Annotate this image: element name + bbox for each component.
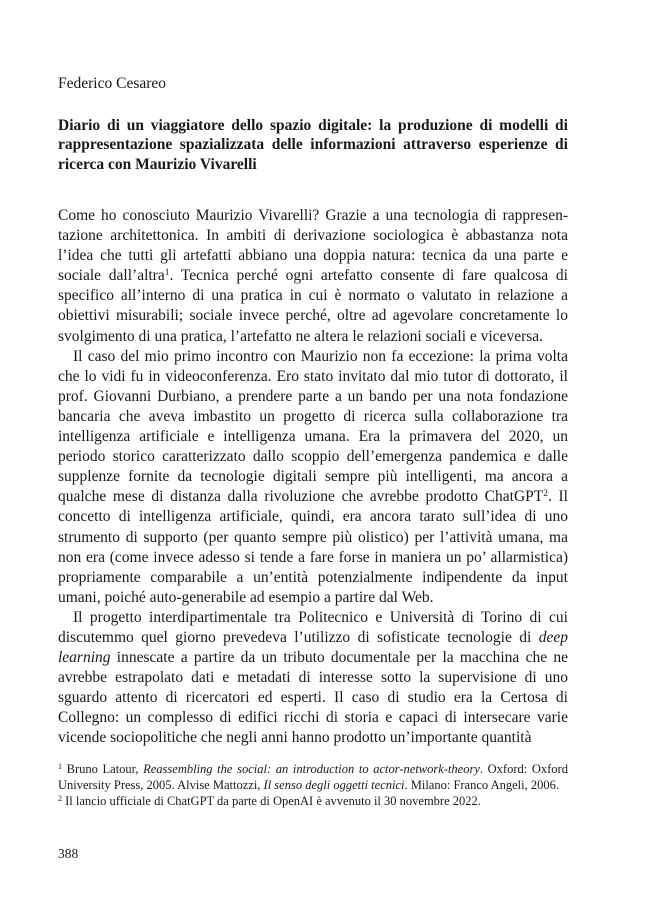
paragraph-1 — [58, 206, 568, 347]
body-text — [58, 206, 568, 749]
footnote-text: Il lancio ufficiale di ChatGPT da parte di OpenAI è avvenuto il 30 novembre 2022. — [62, 794, 481, 808]
footnote-reference-1: 1 — [164, 268, 170, 279]
paragraph-3 — [58, 608, 568, 749]
paragraph-text: Come ho conosciuto Maurizio Vivarelli? Grazie a una tecnologia di rappresentazione architettonica. In ambiti di derivazione sociologica è abbastanza nota l’idea che tutti gli artefatti abbiano una doppia natura: tecnica da una parte e sociale dall’altra — [58, 207, 568, 285]
italic-term: deep learning — [58, 628, 568, 667]
book-title: Reassembling the social: an introduction to actor-network-theory — [143, 762, 480, 776]
paragraph-text: Il caso del mio primo incontro con Maurizio non fa eccezione: la prima volta che lo vidi fu in videoconferenza. Ero stato invitato dal mio tutor di dottorato, il prof. Giovanni Durbiano, a prendere parte a un bando per una nota fondazione bancaria che aveva imbastito un progetto di ricerca sulla collaborazione tra intelligenza artificiale e intelligenza umana. Era la primavera del 2020, un periodo storico caratterizzato dallo scoppio dell’emergenza pandemica e dalle supplenze fornite da tecnologie digitali sempre più intelligenti, ma ancora a qualche mese di distanza dalla rivoluzione che avrebbe prodotto ChatGPT — [58, 347, 568, 506]
chapter-title: Diario di un viaggiatore dello spazio digitale: la produzione di modelli di rappresentazione spazializzata delle informazioni attraverso esperienze di ricerca con Maurizio Vivarelli — [58, 117, 568, 173]
paragraph-2 — [58, 347, 568, 608]
footnote-text: . Milano: Franco Angeli, 2006. — [404, 778, 559, 792]
paragraph-text: Il progetto interdipartimentale tra Politecnico e Università di Torino di cui discutemmo quel giorno prevedeva l’utilizzo di sofisticate tecnologie di — [58, 608, 568, 646]
footnote-reference-2: 2 — [543, 489, 548, 500]
author-name: Federico Cesareo — [58, 75, 167, 92]
page-number: 388 — [58, 846, 79, 861]
footnote-marker: 2 — [58, 794, 62, 803]
paragraph-text: . Tecnica perché ogni artefatto consente di fare qualcosa di specifico all’interno di una pratica in cui è normato o valutato in relazione a obiettivi misurabili; sociale invece perché, oltre ad agevolare concretamente lo svolgimento di una pratica, l’artefatto ne altera le relazioni sociali e viceversa. — [58, 267, 568, 345]
footnote-marker: 1 — [58, 762, 62, 771]
footnotes — [58, 761, 568, 809]
book-page — [58, 0, 568, 917]
footnote-2 — [58, 793, 568, 809]
footnote-text: Bruno Latour, — [62, 762, 144, 776]
footnote-1 — [58, 761, 568, 793]
paragraph-text: innescate a partire da un tributo documentale per la macchina che ne avrebbe estrapolato dati e metadati di interesse sotto la supervisione di uno sguardo attento di ricercatori ed esperti. Il caso di studio era la Certosa di Collegno: un complesso di edifici ricchi di storia e capaci di intersecare varie vicende sociopolitiche che negli anni hanno prodotto un’importante quantità — [58, 649, 568, 747]
footnote-text: . Oxford: Oxford University Press, 2005. Alvise Mattozzi, — [58, 762, 568, 792]
book-title: Il senso degli oggetti tecnici — [263, 778, 405, 792]
paragraph-text: . Il concetto di intelligenza artificiale, quindi, era ancora tarato sull’idea di uno strumento di supporto (per quanto sempre più olistico) per l’attività umana, ma non era (come invece adesso si tende a fare forse in maniera un po’ allarmistica) propriamente comparabile a un’entità potenzialmente indipendente da input umani, poiché auto-generabile ad esempio a partire dal Web. — [58, 488, 568, 606]
